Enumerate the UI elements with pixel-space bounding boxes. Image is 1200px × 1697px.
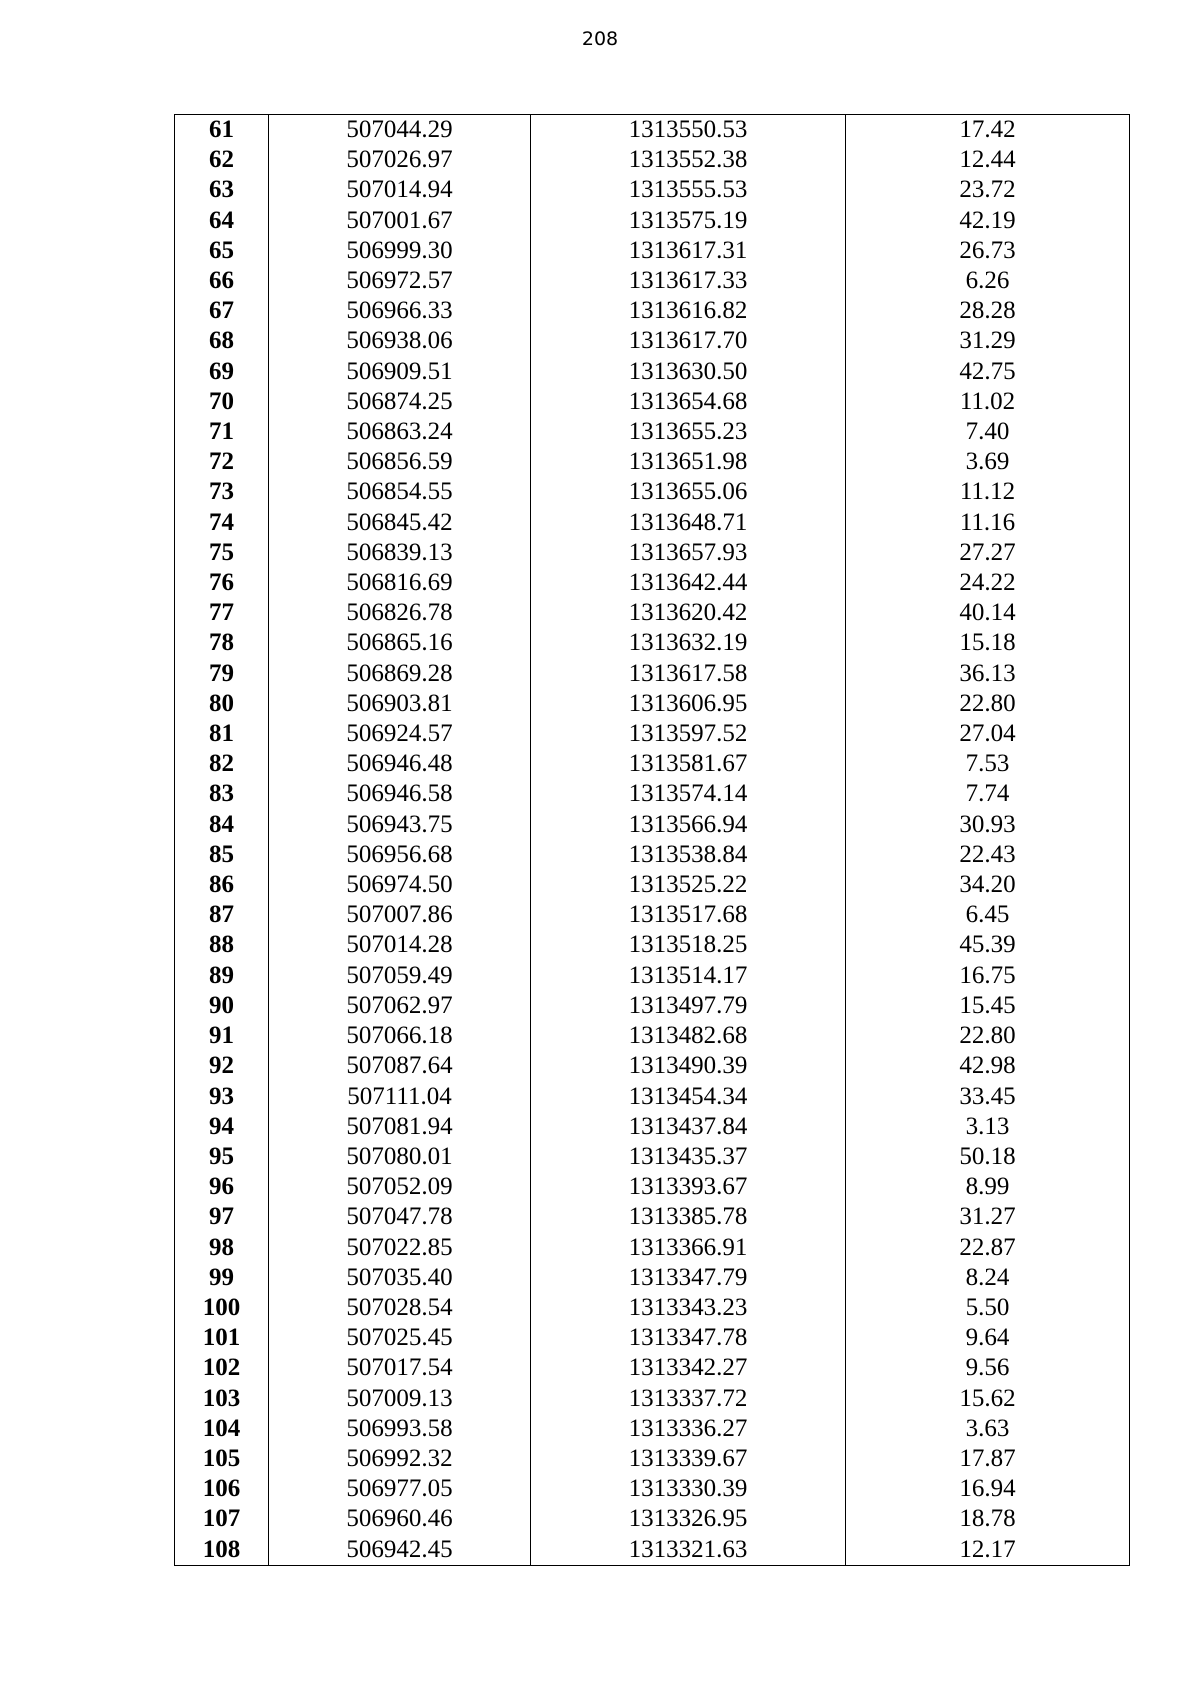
y-coordinate-cell: 1313617.33 [531, 266, 846, 296]
table-row [175, 508, 1130, 538]
point-number-cell: 71 [175, 417, 269, 447]
point-number-cell: 69 [175, 357, 269, 387]
x-coordinate-cell: 507047.78 [269, 1202, 531, 1232]
y-coordinate-cell: 1313514.17 [531, 961, 846, 991]
table-row [175, 1504, 1130, 1534]
y-coordinate-cell: 1313517.68 [531, 900, 846, 930]
table-row [175, 810, 1130, 840]
x-coordinate-cell: 507052.09 [269, 1172, 531, 1202]
x-coordinate-cell: 506909.51 [269, 357, 531, 387]
point-number-cell: 92 [175, 1051, 269, 1081]
y-coordinate-cell: 1313490.39 [531, 1051, 846, 1081]
x-coordinate-cell: 506977.05 [269, 1474, 531, 1504]
table-row [175, 477, 1130, 507]
point-number-cell: 74 [175, 508, 269, 538]
y-coordinate-cell: 1313321.63 [531, 1535, 846, 1566]
table-row [175, 1142, 1130, 1172]
point-number-cell: 90 [175, 991, 269, 1021]
table-row [175, 961, 1130, 991]
x-coordinate-cell: 507059.49 [269, 961, 531, 991]
distance-cell: 17.42 [846, 115, 1130, 146]
table-row [175, 538, 1130, 568]
table-row [175, 145, 1130, 175]
y-coordinate-cell: 1313550.53 [531, 115, 846, 146]
y-coordinate-cell: 1313654.68 [531, 387, 846, 417]
y-coordinate-cell: 1313606.95 [531, 689, 846, 719]
distance-cell: 42.19 [846, 206, 1130, 236]
distance-cell: 36.13 [846, 659, 1130, 689]
distance-cell: 8.24 [846, 1263, 1130, 1293]
distance-cell: 22.80 [846, 689, 1130, 719]
y-coordinate-cell: 1313518.25 [531, 930, 846, 960]
table-row [175, 1202, 1130, 1232]
x-coordinate-cell: 506946.48 [269, 749, 531, 779]
point-number-cell: 67 [175, 296, 269, 326]
y-coordinate-cell: 1313552.38 [531, 145, 846, 175]
table-row [175, 870, 1130, 900]
table-row [175, 1293, 1130, 1323]
y-coordinate-cell: 1313330.39 [531, 1474, 846, 1504]
x-coordinate-cell: 506863.24 [269, 417, 531, 447]
x-coordinate-cell: 507035.40 [269, 1263, 531, 1293]
x-coordinate-cell: 507026.97 [269, 145, 531, 175]
point-number-cell: 108 [175, 1535, 269, 1566]
distance-cell: 5.50 [846, 1293, 1130, 1323]
point-number-cell: 61 [175, 115, 269, 146]
distance-cell: 11.02 [846, 387, 1130, 417]
x-coordinate-cell: 506993.58 [269, 1414, 531, 1444]
point-number-cell: 66 [175, 266, 269, 296]
y-coordinate-cell: 1313336.27 [531, 1414, 846, 1444]
x-coordinate-cell: 506924.57 [269, 719, 531, 749]
table-row [175, 357, 1130, 387]
distance-cell: 31.29 [846, 326, 1130, 356]
y-coordinate-cell: 1313632.19 [531, 628, 846, 658]
point-number-cell: 62 [175, 145, 269, 175]
distance-cell: 17.87 [846, 1444, 1130, 1474]
y-coordinate-cell: 1313620.42 [531, 598, 846, 628]
y-coordinate-cell: 1313617.58 [531, 659, 846, 689]
x-coordinate-cell: 506839.13 [269, 538, 531, 568]
y-coordinate-cell: 1313648.71 [531, 508, 846, 538]
table-row [175, 1474, 1130, 1504]
y-coordinate-cell: 1313347.79 [531, 1263, 846, 1293]
table-row [175, 659, 1130, 689]
x-coordinate-cell: 506874.25 [269, 387, 531, 417]
table-row [175, 1233, 1130, 1263]
table-row [175, 1082, 1130, 1112]
distance-cell: 22.80 [846, 1021, 1130, 1051]
x-coordinate-cell: 506856.59 [269, 447, 531, 477]
distance-cell: 23.72 [846, 175, 1130, 205]
x-coordinate-cell: 506869.28 [269, 659, 531, 689]
point-number-cell: 94 [175, 1112, 269, 1142]
distance-cell: 26.73 [846, 236, 1130, 266]
table-row [175, 598, 1130, 628]
table-row [175, 1263, 1130, 1293]
point-number-cell: 72 [175, 447, 269, 477]
table-row [175, 206, 1130, 236]
point-number-cell: 70 [175, 387, 269, 417]
x-coordinate-cell: 507087.64 [269, 1051, 531, 1081]
point-number-cell: 64 [175, 206, 269, 236]
y-coordinate-cell: 1313435.37 [531, 1142, 846, 1172]
distance-cell: 15.62 [846, 1384, 1130, 1414]
y-coordinate-cell: 1313525.22 [531, 870, 846, 900]
table-row [175, 840, 1130, 870]
y-coordinate-cell: 1313343.23 [531, 1293, 846, 1323]
y-coordinate-cell: 1313616.82 [531, 296, 846, 326]
point-number-cell: 85 [175, 840, 269, 870]
y-coordinate-cell: 1313566.94 [531, 810, 846, 840]
table-row [175, 417, 1130, 447]
distance-cell: 12.44 [846, 145, 1130, 175]
point-number-cell: 98 [175, 1233, 269, 1263]
table-row [175, 1172, 1130, 1202]
point-number-cell: 88 [175, 930, 269, 960]
distance-cell: 3.69 [846, 447, 1130, 477]
x-coordinate-cell: 506960.46 [269, 1504, 531, 1534]
distance-cell: 9.64 [846, 1323, 1130, 1353]
table-row [175, 749, 1130, 779]
distance-cell: 12.17 [846, 1535, 1130, 1566]
table-row [175, 1051, 1130, 1081]
point-number-cell: 99 [175, 1263, 269, 1293]
table-row [175, 1414, 1130, 1444]
table-row [175, 719, 1130, 749]
point-number-cell: 106 [175, 1474, 269, 1504]
point-number-cell: 75 [175, 538, 269, 568]
point-number-cell: 89 [175, 961, 269, 991]
y-coordinate-cell: 1313482.68 [531, 1021, 846, 1051]
point-number-cell: 79 [175, 659, 269, 689]
distance-cell: 7.74 [846, 779, 1130, 809]
point-number-cell: 87 [175, 900, 269, 930]
distance-cell: 24.22 [846, 568, 1130, 598]
point-number-cell: 83 [175, 779, 269, 809]
distance-cell: 15.18 [846, 628, 1130, 658]
x-coordinate-cell: 507017.54 [269, 1353, 531, 1383]
table-row [175, 1444, 1130, 1474]
table-row [175, 689, 1130, 719]
table-row [175, 900, 1130, 930]
x-coordinate-cell: 507080.01 [269, 1142, 531, 1172]
distance-cell: 15.45 [846, 991, 1130, 1021]
table-row [175, 628, 1130, 658]
point-number-cell: 95 [175, 1142, 269, 1172]
point-number-cell: 78 [175, 628, 269, 658]
distance-cell: 42.75 [846, 357, 1130, 387]
table-row [175, 930, 1130, 960]
x-coordinate-cell: 506845.42 [269, 508, 531, 538]
x-coordinate-cell: 507111.04 [269, 1082, 531, 1112]
x-coordinate-cell: 506854.55 [269, 477, 531, 507]
point-number-cell: 84 [175, 810, 269, 840]
table-row [175, 779, 1130, 809]
x-coordinate-cell: 507014.94 [269, 175, 531, 205]
table-row [175, 1112, 1130, 1142]
point-number-cell: 77 [175, 598, 269, 628]
distance-cell: 33.45 [846, 1082, 1130, 1112]
table-row [175, 236, 1130, 266]
table-row [175, 568, 1130, 598]
y-coordinate-cell: 1313339.67 [531, 1444, 846, 1474]
distance-cell: 30.93 [846, 810, 1130, 840]
point-number-cell: 100 [175, 1293, 269, 1323]
point-number-cell: 91 [175, 1021, 269, 1051]
y-coordinate-cell: 1313575.19 [531, 206, 846, 236]
table-row [175, 296, 1130, 326]
y-coordinate-cell: 1313497.79 [531, 991, 846, 1021]
table-row [175, 115, 1130, 146]
x-coordinate-cell: 507025.45 [269, 1323, 531, 1353]
point-number-cell: 105 [175, 1444, 269, 1474]
table-row [175, 326, 1130, 356]
x-coordinate-cell: 506972.57 [269, 266, 531, 296]
distance-cell: 6.45 [846, 900, 1130, 930]
distance-cell: 22.43 [846, 840, 1130, 870]
distance-cell: 31.27 [846, 1202, 1130, 1232]
y-coordinate-cell: 1313642.44 [531, 568, 846, 598]
distance-cell: 27.04 [846, 719, 1130, 749]
y-coordinate-cell: 1313581.67 [531, 749, 846, 779]
x-coordinate-cell: 506816.69 [269, 568, 531, 598]
distance-cell: 42.98 [846, 1051, 1130, 1081]
y-coordinate-cell: 1313657.93 [531, 538, 846, 568]
point-number-cell: 86 [175, 870, 269, 900]
y-coordinate-cell: 1313366.91 [531, 1233, 846, 1263]
y-coordinate-cell: 1313393.67 [531, 1172, 846, 1202]
table-row [175, 1323, 1130, 1353]
point-number-cell: 96 [175, 1172, 269, 1202]
y-coordinate-cell: 1313555.53 [531, 175, 846, 205]
point-number-cell: 103 [175, 1384, 269, 1414]
table-row [175, 1021, 1130, 1051]
y-coordinate-cell: 1313655.06 [531, 477, 846, 507]
distance-cell: 40.14 [846, 598, 1130, 628]
table-row [175, 991, 1130, 1021]
distance-cell: 3.63 [846, 1414, 1130, 1444]
x-coordinate-cell: 506938.06 [269, 326, 531, 356]
point-number-cell: 104 [175, 1414, 269, 1444]
y-coordinate-cell: 1313597.52 [531, 719, 846, 749]
point-number-cell: 102 [175, 1353, 269, 1383]
distance-cell: 27.27 [846, 538, 1130, 568]
distance-cell: 50.18 [846, 1142, 1130, 1172]
x-coordinate-cell: 507062.97 [269, 991, 531, 1021]
distance-cell: 28.28 [846, 296, 1130, 326]
table-row [175, 266, 1130, 296]
y-coordinate-cell: 1313342.27 [531, 1353, 846, 1383]
point-number-cell: 81 [175, 719, 269, 749]
y-coordinate-cell: 1313630.50 [531, 357, 846, 387]
x-coordinate-cell: 507066.18 [269, 1021, 531, 1051]
point-number-cell: 93 [175, 1082, 269, 1112]
x-coordinate-cell: 507081.94 [269, 1112, 531, 1142]
y-coordinate-cell: 1313385.78 [531, 1202, 846, 1232]
y-coordinate-cell: 1313538.84 [531, 840, 846, 870]
y-coordinate-cell: 1313454.34 [531, 1082, 846, 1112]
point-number-cell: 82 [175, 749, 269, 779]
page-number: 208 [581, 28, 619, 50]
table-row [175, 175, 1130, 205]
x-coordinate-cell: 506865.16 [269, 628, 531, 658]
x-coordinate-cell: 507007.86 [269, 900, 531, 930]
y-coordinate-cell: 1313337.72 [531, 1384, 846, 1414]
x-coordinate-cell: 506966.33 [269, 296, 531, 326]
y-coordinate-cell: 1313326.95 [531, 1504, 846, 1534]
point-number-cell: 80 [175, 689, 269, 719]
distance-cell: 3.13 [846, 1112, 1130, 1142]
distance-cell: 18.78 [846, 1504, 1130, 1534]
point-number-cell: 65 [175, 236, 269, 266]
distance-cell: 11.16 [846, 508, 1130, 538]
distance-cell: 45.39 [846, 930, 1130, 960]
coordinates-table [174, 114, 1130, 1566]
table-row [175, 1353, 1130, 1383]
point-number-cell: 101 [175, 1323, 269, 1353]
coordinates-table-body [175, 115, 1130, 1566]
table-row [175, 387, 1130, 417]
y-coordinate-cell: 1313651.98 [531, 447, 846, 477]
x-coordinate-cell: 507028.54 [269, 1293, 531, 1323]
distance-cell: 11.12 [846, 477, 1130, 507]
table-row [175, 1535, 1130, 1566]
x-coordinate-cell: 506942.45 [269, 1535, 531, 1566]
y-coordinate-cell: 1313655.23 [531, 417, 846, 447]
x-coordinate-cell: 507014.28 [269, 930, 531, 960]
x-coordinate-cell: 506946.58 [269, 779, 531, 809]
point-number-cell: 76 [175, 568, 269, 598]
x-coordinate-cell: 507001.67 [269, 206, 531, 236]
point-number-cell: 97 [175, 1202, 269, 1232]
y-coordinate-cell: 1313617.31 [531, 236, 846, 266]
x-coordinate-cell: 506992.32 [269, 1444, 531, 1474]
point-number-cell: 68 [175, 326, 269, 356]
x-coordinate-cell: 507022.85 [269, 1233, 531, 1263]
x-coordinate-cell: 506943.75 [269, 810, 531, 840]
x-coordinate-cell: 506903.81 [269, 689, 531, 719]
point-number-cell: 107 [175, 1504, 269, 1534]
y-coordinate-cell: 1313617.70 [531, 326, 846, 356]
distance-cell: 7.40 [846, 417, 1130, 447]
y-coordinate-cell: 1313347.78 [531, 1323, 846, 1353]
point-number-cell: 63 [175, 175, 269, 205]
x-coordinate-cell: 507044.29 [269, 115, 531, 146]
distance-cell: 22.87 [846, 1233, 1130, 1263]
distance-cell: 16.75 [846, 961, 1130, 991]
x-coordinate-cell: 506999.30 [269, 236, 531, 266]
x-coordinate-cell: 507009.13 [269, 1384, 531, 1414]
table-row [175, 1384, 1130, 1414]
point-number-cell: 73 [175, 477, 269, 507]
x-coordinate-cell: 506956.68 [269, 840, 531, 870]
distance-cell: 34.20 [846, 870, 1130, 900]
distance-cell: 8.99 [846, 1172, 1130, 1202]
distance-cell: 7.53 [846, 749, 1130, 779]
distance-cell: 16.94 [846, 1474, 1130, 1504]
table-row [175, 447, 1130, 477]
distance-cell: 6.26 [846, 266, 1130, 296]
x-coordinate-cell: 506826.78 [269, 598, 531, 628]
x-coordinate-cell: 506974.50 [269, 870, 531, 900]
y-coordinate-cell: 1313574.14 [531, 779, 846, 809]
y-coordinate-cell: 1313437.84 [531, 1112, 846, 1142]
distance-cell: 9.56 [846, 1353, 1130, 1383]
